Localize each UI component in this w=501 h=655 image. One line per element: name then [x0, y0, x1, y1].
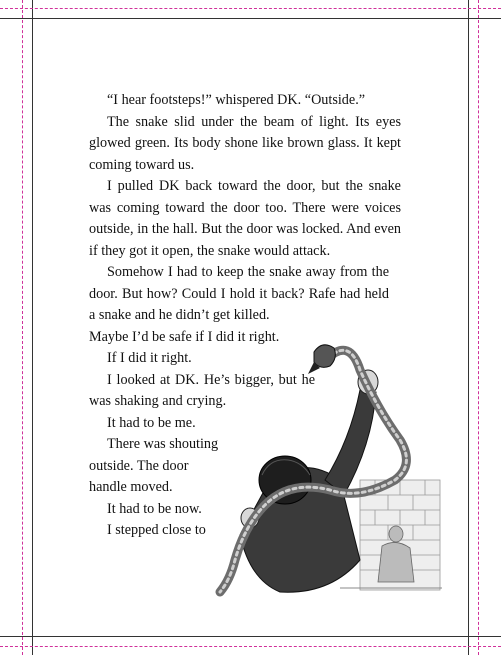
- trim-guide-top: [0, 18, 501, 19]
- bleed-guide-top: [0, 8, 501, 9]
- bleed-guide-bottom: [0, 646, 501, 647]
- paragraph: It had to be now.: [107, 500, 202, 517]
- paragraph: I stepped close to: [107, 522, 206, 538]
- paragraph: The snake slid under the beam of light. Its eyes glowed green. Its body shone like brown glass. It kept coming toward us.: [89, 113, 401, 173]
- paragraph: Somehow I had to keep the snake away from the door. But how? Could I hold it back? Rafe had held a snake and he didn’t get killed.: [89, 264, 389, 323]
- paragraph: “I hear footsteps!” whispered DK. “Outside.”: [107, 92, 366, 108]
- paragraph: Maybe I’d be safe if I did it right.: [89, 328, 280, 345]
- trim-guide-right: [468, 0, 469, 655]
- paragraph: There was shouting outside. The door handle moved.: [89, 436, 219, 495]
- boy-holding-snake-illustration: [210, 330, 442, 604]
- paragraph: I pulled DK back toward the door, but the snake was coming toward the door too. There were voices outside, in the hall. But the door was locked. And even if they got it open, the snake would attack.: [89, 178, 401, 259]
- paragraph: I looked at DK. He’s bigger, but he was shaking and crying.: [89, 371, 315, 409]
- bleed-guide-right: [478, 0, 479, 655]
- paragraph: If I did it right.: [107, 350, 192, 366]
- trim-guide-left: [32, 0, 33, 655]
- trim-guide-bottom: [0, 636, 501, 637]
- bleed-guide-left: [22, 0, 23, 655]
- paragraph: It had to be me.: [107, 414, 196, 431]
